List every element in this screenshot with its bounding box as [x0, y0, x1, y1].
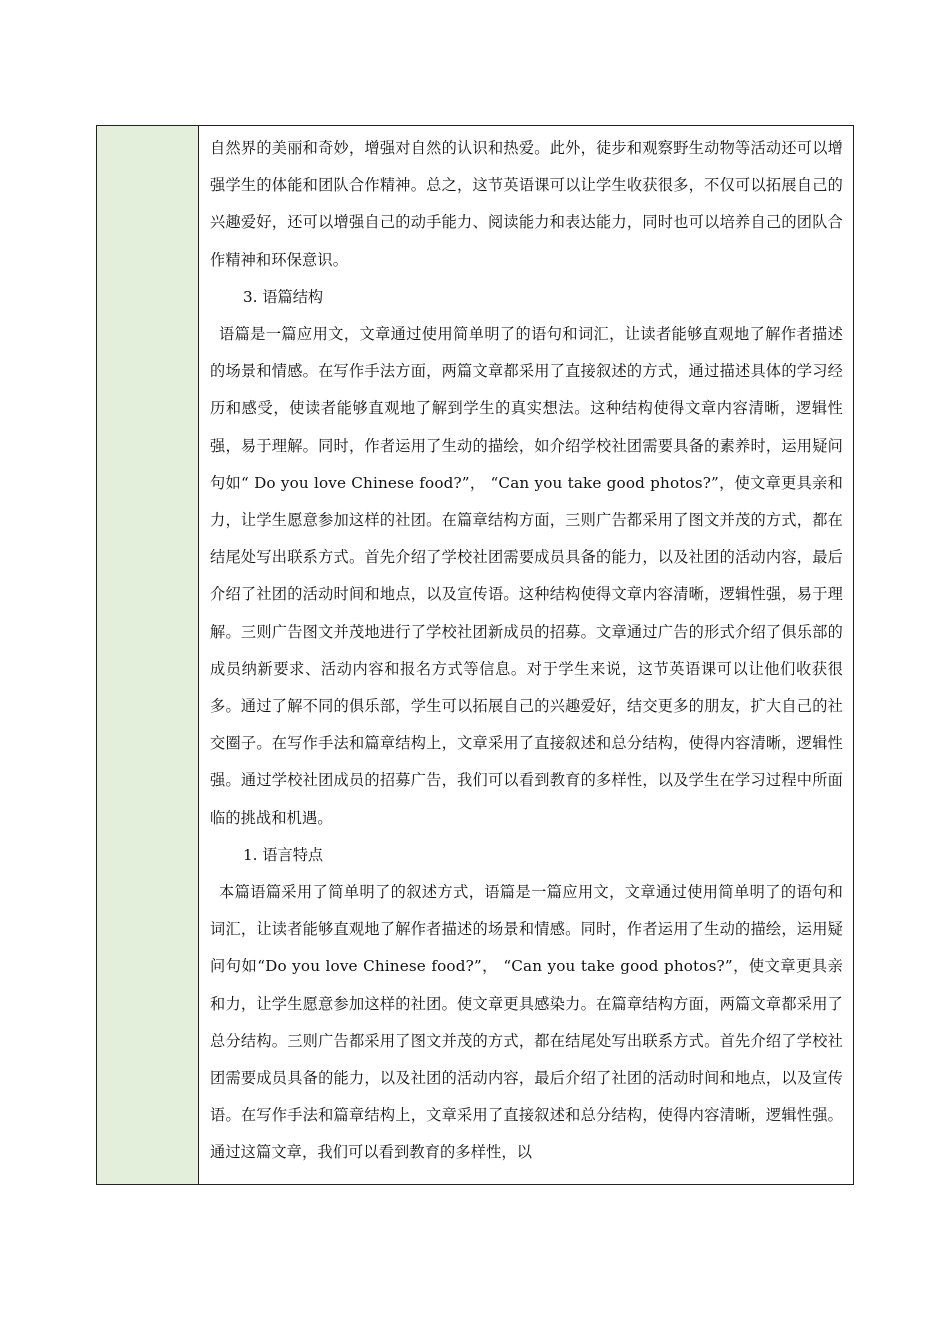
paragraph-language-features: 本篇语篇采用了简单明了的叙述方式，语篇是一篇应用文，文章通过使用简单明了的语句和词汇，让读者能够直观地了解作者描述的场景和情感。同时，作者运用了生动的描绘，运用疑问句如“Do you love Chinese food?”， “Can you take good photos?”，使文章更具亲和力，让学生愿意参加这样的社团。使文章更具感染力。在篇章结构方面，两篇文章都采用了总分结构。三则广告都采用了图文并茂的方式，都在结尾处写出联系方式。首先介绍了学校社团需要成员具备的能力，以及社团的活动内容，最后介绍了社团的活动时间和地点，以及宣传语。在写作手法和篇章结构上，文章采用了直接叙述和总分结构，使得内容清晰，逻辑性强。通过这篇文章，我们可以看到教育的多样性，以: [210, 883, 843, 1162]
content-table: [96, 125, 854, 1185]
paragraph-discourse-structure: 语篇是一篇应用文，文章通过使用简单明了的语句和词汇，让读者能够直观地了解作者描述的场景和情感。在写作手法方面，两篇文章都采用了直接叙述的方式，通过描述具体的学习经历和感受，使读者能够直观地了解到学生的真实想法。这种结构使得文章内容清晰，逻辑性强，易于理解。同时，作者运用了生动的描绘，如介绍学校社团需要具备的素养时，运用疑问句如“ Do you love Chinese food?”， “Can you take good photos?”，使文章更具亲和力，让学生愿意参加这样的社团。在篇章结构方面，三则广告都采用了图文并茂的方式，都在结尾处写出联系方式。首先介绍了学校社团需要成员具备的能力，以及社团的活动内容，最后介绍了社团的活动时间和地点，以及宣传语。这种结构使得文章内容清晰，逻辑性强，易于理解。三则广告图文并茂地进行了学校社团新成员的招募。文章通过广告的形式介绍了俱乐部的成员纳新要求、活动内容和报名方式等信息。对于学生来说，这节英语课可以让他们收获很多。通过了解不同的俱乐部，学生可以拓展自己的兴趣爱好，结交更多的朋友，扩大自己的社交圈子。在写作手法和篇章结构上，文章采用了直接叙述和总分结构，使得内容清晰，逻辑性强。通过学校社团成员的招募广告，我们可以看到教育的多样性，以及学生在学习过程中所面临的挑战和机遇。: [210, 325, 843, 827]
paragraph-intro-continuation: 自然界的美丽和奇妙，增强对自然的认识和热爱。此外，徒步和观察野生动物等活动还可以增强学生的体能和团队合作精神。总之，这节英语课可以让学生收获很多，不仅可以拓展自己的兴趣爱好，还可以增强自己的动手能力、阅读能力和表达能力，同时也可以培养自己的团队合作精神和环保意识。: [210, 139, 843, 269]
table-content-cell: [199, 126, 853, 1184]
table-label-cell: [97, 126, 199, 1184]
section-heading-language-features: 1. 语言特点: [243, 845, 324, 864]
section-heading-discourse-structure: 3. 语篇结构: [243, 287, 324, 306]
